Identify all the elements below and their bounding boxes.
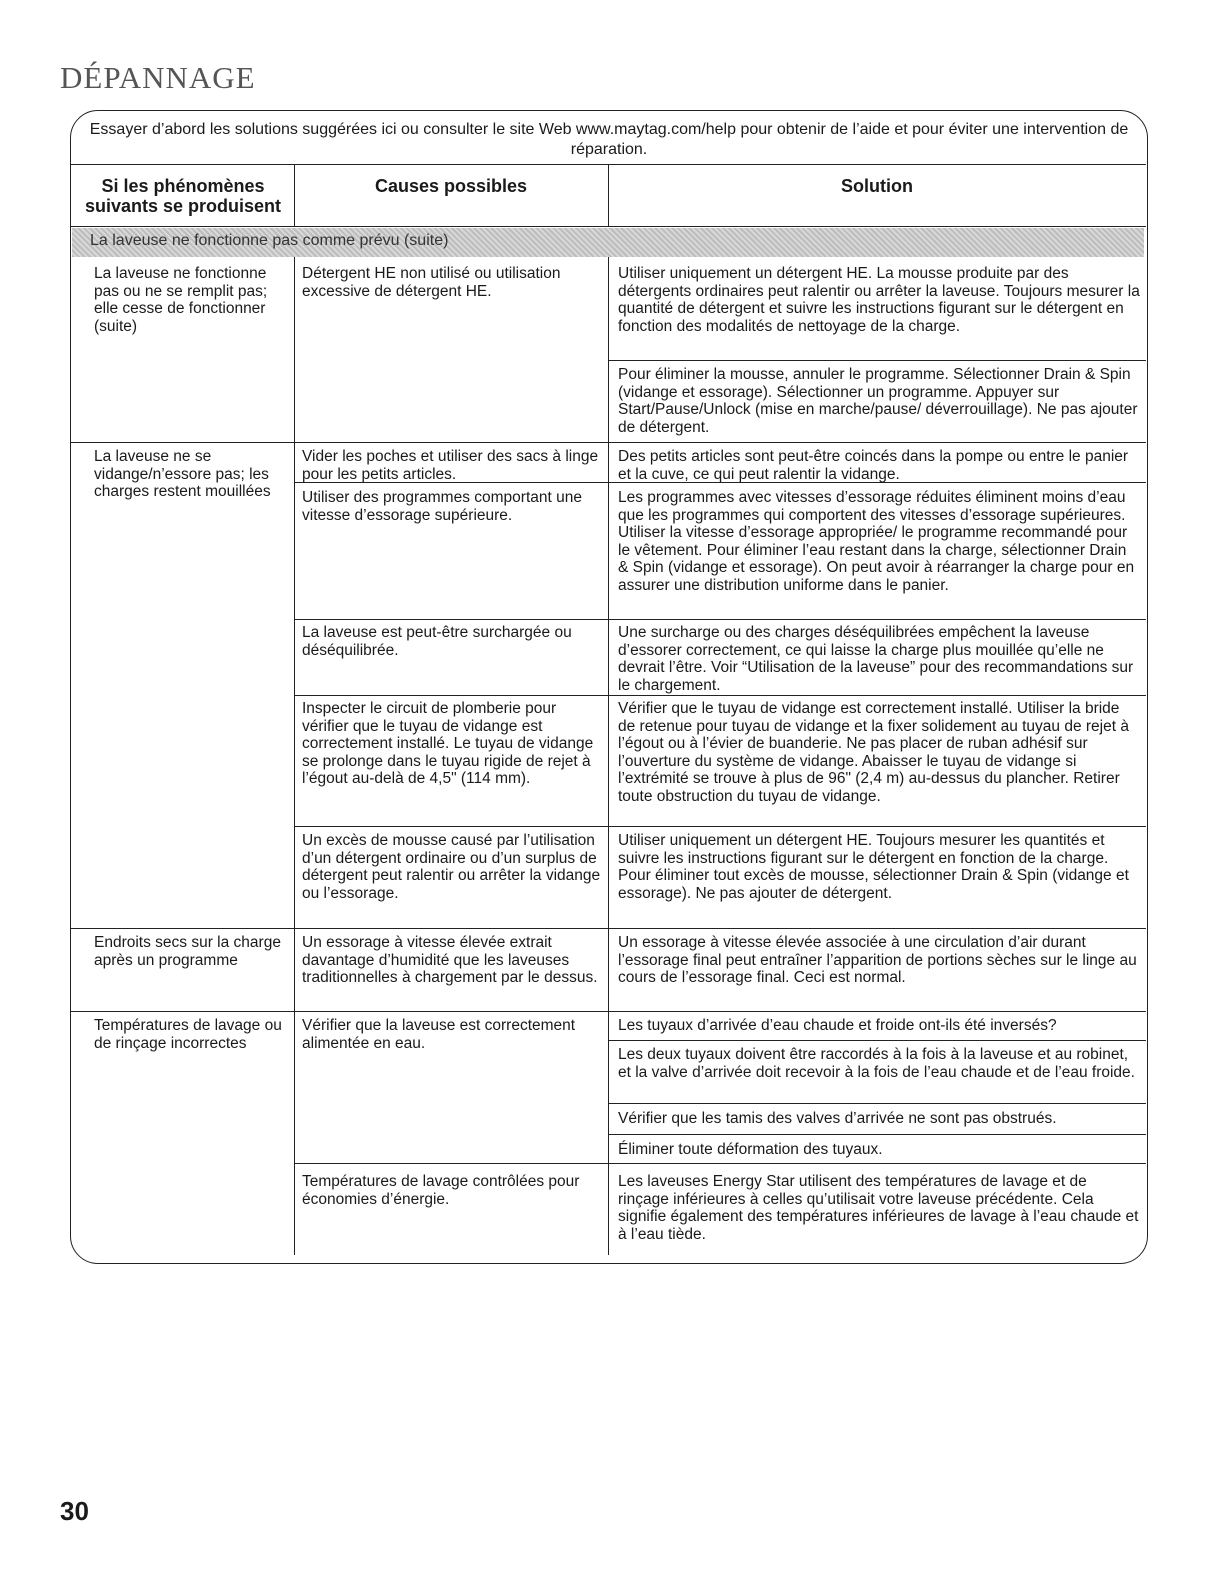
solution-cell: Les deux tuyaux doivent être raccordés à la fois à la laveuse et au robinet, et la valve d’arrivée doit recevoir à la fois de l’eau chaude et de l’eau froide. xyxy=(618,1046,1135,1081)
solution-rule xyxy=(608,1134,1146,1135)
solution-cell: Les laveuses Energy Star utilisent des températures de lavage et de rinçage inférieures à celles qu’utilisait votre laveuse précédente. Cela signifie également des températures inférieures de lavage à l’eau chaude et à l’eau tiède. xyxy=(618,1173,1139,1243)
page-title: DÉPANNAGE xyxy=(60,60,256,95)
section-title: La laveuse ne fonctionne pas comme prévu (suite) xyxy=(90,232,449,249)
solution-rule xyxy=(608,360,1146,361)
row-rule xyxy=(70,1011,1146,1012)
column-header-causes: Causes possibles xyxy=(374,176,528,196)
solution-cell: Les programmes avec vitesses d’essorage réduites éliminent moins d’eau que les programmes qui comportent des vitesses d’essorage supérieures. Utiliser la vitesse d’essorage appropriée/ le programme recommandé pour le vêtement. Pour éliminer l’eau restant dans la charge, sélectionner Drain & Spin (vidange et essorage). On peut avoir à réarranger la charge pour en assurer une distribution uniforme dans le panier. xyxy=(618,489,1135,594)
row-rule xyxy=(70,442,1146,443)
solution-cell: Vérifier que les tamis des valves d’arrivée ne sont pas obstrués. xyxy=(618,1110,1057,1127)
solution-cell: Pour éliminer la mousse, annuler le programme. Sélectionner Drain & Spin (vidange et essorage). Sélectionner un programme. Appuyer sur Start/Pause/Unlock (mise en marche/pause/ déverrouillage). Ne pas ajouter de détergent. xyxy=(618,366,1138,436)
solution-cell: Vérifier que le tuyau de vidange est correctement installé. Utiliser la bride de retenue pour tuyau de vidange et la fixer solidement au tuyau de rejet à l’égout ou à l’évier de buanderie. Ne pas placer de ruban adhésif sur l’ouverture du système de vidange. Abaisser le tuyau de vidange si l’extrémité se trouve à plus de 96" (2,4 m) au-dessus du plancher. Retirer toute obstruction du tuyau de vidange. xyxy=(618,700,1129,805)
cause-cell: Un excès de mousse causé par l’utilisation d’un détergent ordinaire ou d’un surplus de détergent peut ralentir ou arrêter la vidange ou l’essorage. xyxy=(302,832,601,902)
cause-cell: Utiliser des programmes comportant une vitesse d’essorage supérieure. xyxy=(302,489,582,524)
header-divider-2 xyxy=(608,164,609,226)
cause-cell: La laveuse est peut-être surchargée ou déséquilibrée. xyxy=(302,624,572,659)
row-rule xyxy=(70,928,1146,929)
column-header-condition: Si les phénomènes suivants se produisent xyxy=(84,176,282,216)
body-divider-2 xyxy=(608,257,609,1255)
solution-cell: Les tuyaux d’arrivée d’eau chaude et froide ont-ils été inversés? xyxy=(618,1017,1057,1034)
cause-cell: Un essorage à vitesse élevée extrait davantage d’humidité que les laveuses traditionnelles à chargement par le dessus. xyxy=(302,934,598,986)
page-number: 30 xyxy=(60,1496,89,1526)
solution-cell: Un essorage à vitesse élevée associée à une circulation d’air durant l’essorage final peut entraîner l’apparition de portions sèches sur le linge au cours de l’essorage final. Ceci est normal. xyxy=(618,934,1137,986)
cause-rule xyxy=(294,619,1146,620)
body-divider-1 xyxy=(294,257,295,1255)
header-divider-1 xyxy=(294,164,295,226)
solution-cell: Utiliser uniquement un détergent HE. Toujours mesurer les quantités et suivre les instructions figurant sur le détergent en fonction de la charge. Pour éliminer tout excès de mousse, sélectionner Drain & Spin (vidange et essorage). Ne pas ajouter de détergent. xyxy=(618,832,1129,902)
cause-rule xyxy=(294,826,1146,827)
cause-rule xyxy=(294,695,1146,696)
section-band xyxy=(72,228,1144,257)
solution-cell: Une surcharge ou des charges déséquilibrées empêchent la laveuse d’essorer correctement, ce qui laisse la charge plus mouillée qu’elle ne devrait l’être. Voir “Utilisation de la laveuse” pour des recommandations sur le chargement. xyxy=(618,624,1134,694)
cause-cell: Détergent HE non utilisé ou utilisation excessive de détergent HE. xyxy=(302,265,561,300)
condition-cell: Températures de lavage ou de rinçage incorrectes xyxy=(94,1017,282,1052)
solution-cell: Utiliser uniquement un détergent HE. La mousse produite par des détergents ordinaires peut ralentir ou arrêter la laveuse. Toujours mesurer la quantité de détergent et suivre les instructions figurant sur le détergent en fonction des modalités de nettoyage de la charge. xyxy=(618,265,1140,335)
cause-cell: Inspecter le circuit de plomberie pour vérifier que le tuyau de vidange est correctement installé. Le tuyau de vidange se prolonge dans le tuyau rigide de rejet à l’égout au-delà de 4,5" (114 mm). xyxy=(302,700,594,787)
cause-cell: Températures de lavage contrôlées pour économies d’énergie. xyxy=(302,1173,580,1208)
solution-rule xyxy=(608,1103,1146,1104)
cause-cell: Vérifier que la laveuse est correctement alimentée en eau. xyxy=(302,1017,576,1052)
solution-rule xyxy=(608,1040,1146,1041)
cause-rule xyxy=(294,1163,1146,1164)
column-header-solution: Solution xyxy=(841,176,913,196)
condition-cell: Endroits secs sur la charge après un programme xyxy=(94,934,281,969)
solution-cell: Des petits articles sont peut-être coincés dans la pompe ou entre le panier et la cuve, ce qui peut ralentir la vidange. xyxy=(618,448,1129,483)
condition-cell: La laveuse ne se vidange/n’essore pas; les charges restent mouillées xyxy=(94,448,271,500)
header-bottom-rule xyxy=(70,226,1146,227)
solution-cell: Éliminer toute déformation des tuyaux. xyxy=(618,1141,883,1158)
intro-text: Essayer d’abord les solutions suggérées ici ou consulter le site Web www.maytag.com/help pour obtenir de l’aide et pour éviter une intervention de réparation. xyxy=(89,121,1129,158)
cause-cell: Vider les poches et utiliser des sacs à linge pour les petits articles. xyxy=(302,448,599,483)
condition-cell: La laveuse ne fonctionne pas ou ne se remplit pas; elle cesse de fonctionner (suite) xyxy=(94,265,268,335)
